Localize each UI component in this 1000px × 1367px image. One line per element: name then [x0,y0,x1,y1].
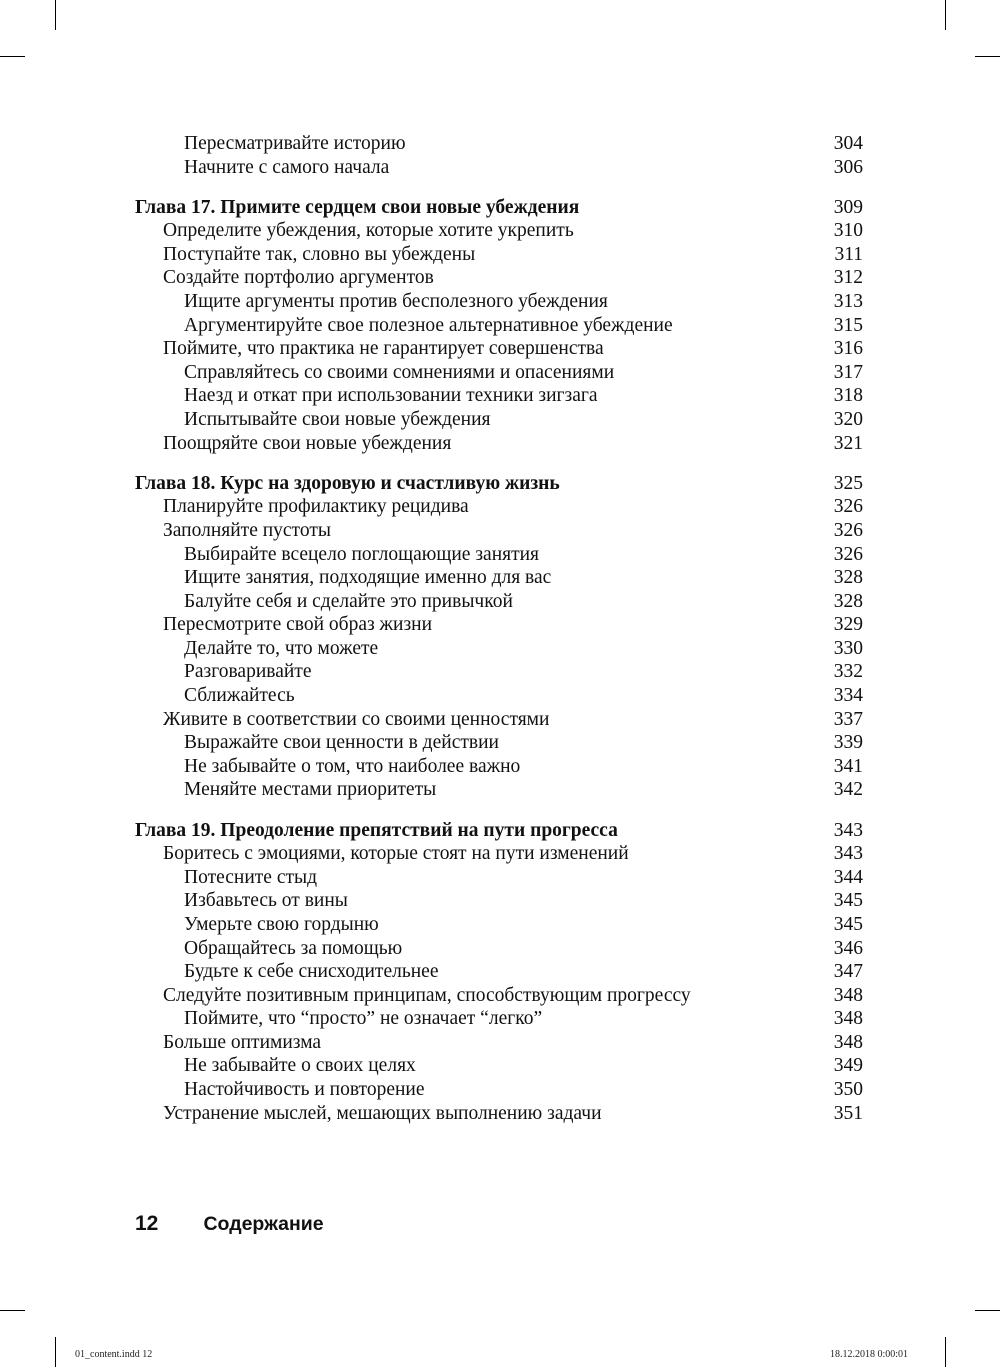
toc-entry-title: Поступайте так, словно вы убеждены [163,243,476,265]
toc-entry-title: Умерьте свою гордыню [184,913,379,935]
toc-entry [135,219,865,243]
toc-entry-page: 348 [833,1031,863,1053]
toc-entry [135,984,865,1008]
toc-entry-title: Глава 19. Преодоление препятствий на пути прогресса [135,819,618,841]
toc-entry [135,408,865,432]
toc-entry-page: 326 [833,496,863,518]
toc-entry [135,866,865,890]
toc-entry [135,590,865,614]
toc-entry [135,708,865,732]
toc-entry [135,1102,865,1126]
toc-entry [135,337,865,361]
toc-entry-title: Ищите аргументы против бесполезного убеждения [184,291,608,313]
toc-entry-title: Обращайтесь за помощью [184,937,403,959]
toc-entry [135,842,865,866]
toc-entry-page: 350 [833,1079,863,1101]
chapter-gap [135,455,865,472]
toc-entry-title: Создайте портфолио аргументов [163,267,434,289]
toc-chapter [135,196,865,220]
toc-entry-page: 337 [833,708,863,730]
toc-entry [135,132,865,156]
toc-entry-page: 304 [833,133,863,154]
toc-entry-page: 348 [833,1008,863,1030]
toc-entry [135,495,865,519]
toc-entry-title: Поймите, что практика не гарантирует совершенства [163,338,604,360]
page-number: 12 [135,1212,159,1235]
toc-entry-page: 341 [833,755,863,777]
toc-entry [135,913,865,937]
crop-mark [975,56,1000,57]
toc-entry [135,156,865,180]
toc-entry [135,778,865,802]
toc-entry-page: 316 [833,338,863,360]
toc-entry-page: 325 [833,472,863,494]
toc-entry-page: 345 [833,913,863,935]
toc-entry-page: 310 [833,220,863,242]
toc-entry-page: 313 [833,291,863,313]
toc-entry-page: 329 [833,614,863,636]
toc-entry [135,684,865,708]
toc-entry-page: 328 [833,567,863,589]
crop-mark [975,1310,1000,1311]
toc-entry-title: Поощряйте свои новые убеждения [163,432,452,454]
toc-entry-title: Потесните стыд [184,866,318,888]
toc-entry [135,960,865,984]
toc-entry [135,731,865,755]
toc-entry-page: 345 [833,890,863,912]
crop-mark [0,56,25,57]
toc-entry-title: Ищите занятия, подходящие именно для вас [184,567,552,589]
toc-entry-title: Планируйте профилактику рецидива [163,496,469,518]
toc-entry-title: Делайте то, что можете [184,637,379,659]
toc-entry-page: 343 [833,843,863,865]
crop-mark [945,0,946,30]
toc-entry-title: Заполняйте пустоты [163,519,331,541]
toc-entry-title: Балуйте себя и сделайте это привычкой [184,590,513,612]
toc-entry [135,937,865,961]
toc-entry-title: Живите в соответствии со своими ценностями [163,708,550,730]
toc-entry-page: 326 [833,543,863,565]
toc-entry [135,1054,865,1078]
toc-entry-page: 312 [833,267,863,289]
toc-entry [135,432,865,456]
toc-entry-title: Следуйте позитивным принципам, способствующим прогрессу [163,984,691,1006]
toc-entry [135,1078,865,1102]
table-of-contents [135,132,865,1125]
toc-entry-page: 339 [833,732,863,754]
toc-entry-page: 330 [833,637,863,659]
toc-entry-title: Справляйтесь со своими сомнениями и опасениями [184,361,615,383]
toc-entry-title: Боритесь с эмоциями, которые стоят на пути изменений [163,843,629,865]
toc-chapter [135,472,865,496]
slug-file: 01_content.indd 12 [75,1349,153,1360]
toc-entry-title: Определите убеждения, которые хотите укрепить [163,220,574,242]
crop-mark [55,1337,56,1367]
toc-entry-title: Не забывайте о том, что наиболее важно [184,755,521,777]
toc-entry-page: 328 [833,590,863,612]
toc-entry-page: 306 [833,156,863,178]
toc-entry-title: Аргументируйте свое полезное альтернативное убеждение [184,314,673,336]
toc-entry-page: 343 [833,819,863,841]
toc-entry-page: 318 [833,385,863,407]
toc-entry-title: Не забывайте о своих целях [184,1055,416,1077]
toc-entry-title: Начните с самого начала [184,156,390,178]
toc-entry [135,384,865,408]
toc-entry [135,243,865,267]
toc-entry-title: Поймите, что “просто” не означает “легко” [184,1008,543,1030]
toc-entry-title: Пересмотрите свой образ жизни [163,614,433,636]
toc-entry-title: Глава 17. Примите сердцем свои новые убеждения [135,196,580,218]
toc-entry-title: Устранение мыслей, мешающих выполнению задачи [163,1102,602,1124]
toc-entry-title: Меняйте местами приоритеты [184,779,437,801]
toc-chapter [135,819,865,843]
toc-entry-title: Пересматривайте историю [184,133,406,154]
toc-entry-page: 348 [833,984,863,1006]
toc-entry-page: 311 [834,243,863,265]
chapter-gap [135,802,865,819]
toc-entry [135,290,865,314]
toc-entry [135,889,865,913]
toc-entry-title: Выражайте свои ценности в действии [184,732,499,754]
toc-entry [135,613,865,637]
toc-entry-page: 344 [833,866,863,888]
toc-entry [135,755,865,779]
toc-entry [135,660,865,684]
running-title: Содержание [203,1213,324,1235]
toc-entry-title: Будьте к себе снисходительнее [184,961,439,983]
toc-entry-title: Глава 18. Курс на здоровую и счастливую жизнь [135,472,560,494]
toc-entry-page: 332 [833,661,863,683]
chapter-gap [135,179,865,196]
page-footer [135,1212,324,1236]
crop-mark [0,1310,25,1311]
toc-entry-title: Настойчивость и повторение [184,1079,425,1101]
toc-entry [135,361,865,385]
toc-entry-page: 309 [833,196,863,218]
toc-entry-page: 351 [833,1102,863,1124]
toc-entry-title: Сближайтесь [184,685,295,707]
toc-entry [135,1031,865,1055]
toc-entry-title: Больше оптимизма [163,1031,322,1053]
toc-entry-page: 346 [833,937,863,959]
crop-mark [55,0,56,30]
toc-entry [135,266,865,290]
toc-entry-page: 347 [833,961,863,983]
toc-entry-title: Выбирайте всецело поглощающие занятия [184,543,540,565]
slug-timestamp: 18.12.2018 0:00:01 [830,1349,909,1360]
toc-entry-title: Разговаривайте [184,661,312,683]
toc-entry [135,543,865,567]
toc-entry-page: 342 [833,779,863,801]
toc-entry-page: 326 [833,519,863,541]
toc-entry [135,1007,865,1031]
toc-entry-page: 349 [833,1055,863,1077]
toc-entry-page: 320 [833,409,863,431]
toc-entry-title: Избавьтесь от вины [184,890,348,912]
toc-entry [135,519,865,543]
toc-entry-page: 315 [833,314,863,336]
toc-entry-page: 334 [833,685,863,707]
toc-entry-page: 321 [833,432,863,454]
toc-entry [135,314,865,338]
toc-entry-title: Наезд и откат при использовании техники зигзага [184,385,598,407]
toc-entry [135,637,865,661]
toc-entry [135,566,865,590]
toc-entry-title: Испытывайте свои новые убеждения [184,409,491,431]
crop-mark [945,1337,946,1367]
toc-entry-page: 317 [833,361,863,383]
